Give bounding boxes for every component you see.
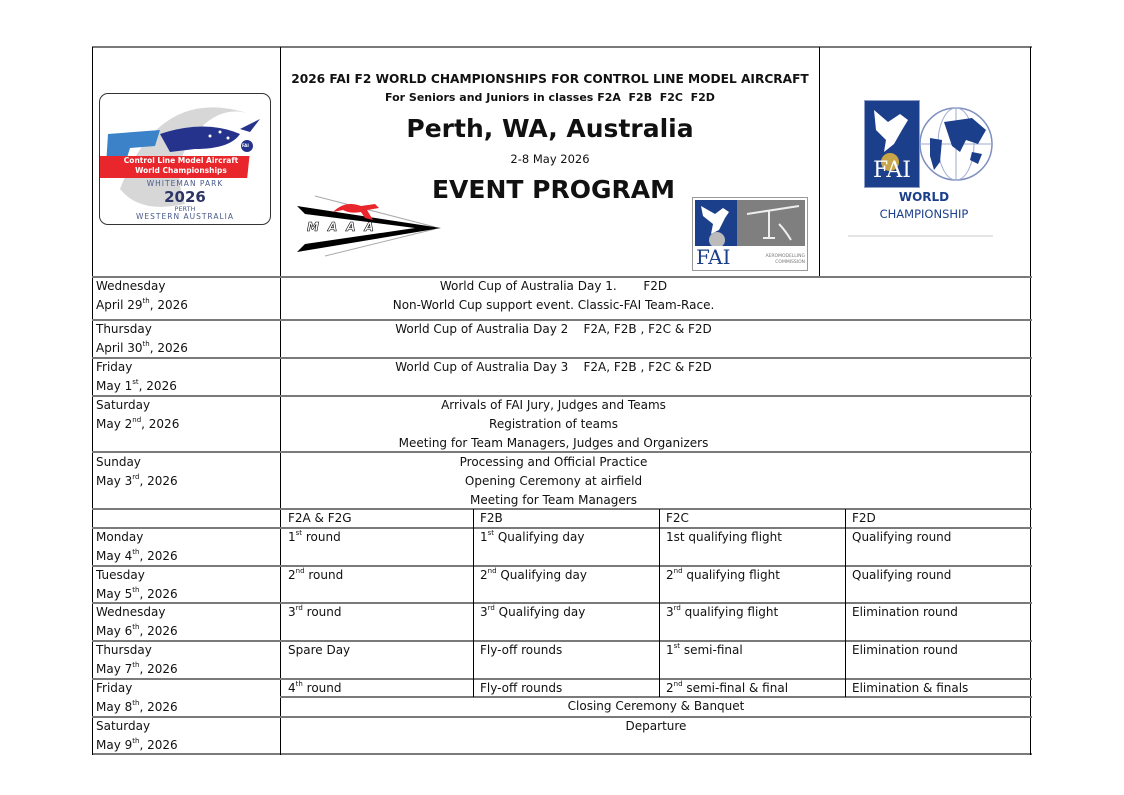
schedule-cell: Spare Day bbox=[288, 643, 351, 657]
logo-line2: World Championships bbox=[135, 166, 227, 175]
column-header-f2c: F2C bbox=[666, 511, 689, 525]
maaa-logo-text: MAAA bbox=[307, 220, 383, 234]
date-cell bbox=[96, 717, 178, 755]
divider-f2d bbox=[845, 509, 846, 697]
event-cell bbox=[281, 453, 826, 510]
day-name: Monday bbox=[96, 530, 144, 544]
divider-header-right bbox=[819, 47, 820, 277]
date-label: April 30th, 2026 bbox=[96, 340, 188, 355]
event-line: World Cup of Australia Day 3 F2A, F2B , F2C & F2D bbox=[395, 360, 712, 374]
event-line: Registration of teams bbox=[489, 417, 618, 431]
column-header-f2b: F2B bbox=[480, 511, 503, 525]
table-border-left bbox=[92, 47, 93, 755]
schedule-cell: Qualifying round bbox=[852, 530, 952, 544]
date-cell bbox=[96, 603, 178, 641]
date-cell bbox=[96, 320, 188, 358]
date-cell bbox=[96, 396, 179, 434]
event-cell bbox=[281, 320, 826, 339]
day-name: Saturday bbox=[96, 719, 151, 733]
fai-aero-text: FAI bbox=[696, 245, 731, 269]
date-label: May 9th, 2026 bbox=[96, 737, 178, 752]
schedule-cell: Elimination & finals bbox=[852, 681, 969, 695]
date-cell bbox=[96, 566, 178, 604]
date-cell bbox=[96, 277, 188, 315]
date-label: April 29th, 2026 bbox=[96, 297, 188, 312]
date-cell bbox=[96, 679, 178, 717]
date-cell bbox=[96, 528, 178, 566]
schedule-cell: 3rd Qualifying day bbox=[480, 604, 586, 619]
schedule-cell: 2nd Qualifying day bbox=[480, 567, 587, 582]
schedule-cell: Qualifying round bbox=[852, 568, 952, 582]
logo-line1: Control Line Model Aircraft bbox=[123, 156, 239, 165]
table-border-bottom bbox=[92, 753, 1032, 755]
day-name: Tuesday bbox=[96, 568, 145, 582]
day-name: Sunday bbox=[96, 455, 141, 469]
schedule-cell: 4th round bbox=[288, 680, 342, 695]
date-cell bbox=[96, 358, 177, 396]
event-line: Opening Ceremony at airfield bbox=[464, 474, 643, 488]
event-cell bbox=[281, 396, 826, 453]
table-border-right bbox=[1030, 47, 1031, 755]
event-line: Meeting for Team Managers, Judges and Organizers bbox=[398, 436, 709, 450]
program-title: EVENT PROGRAM bbox=[431, 175, 675, 204]
event-line: Arrivals of FAI Jury, Judges and Teams bbox=[441, 398, 666, 412]
day-name: Wednesday bbox=[96, 279, 166, 293]
fai-wc-caption2: CHAMPIONSHIP bbox=[879, 207, 969, 221]
event-line: Meeting for Team Managers bbox=[470, 493, 637, 507]
day-name: Thursday bbox=[96, 643, 152, 657]
fai-world-championship-logo bbox=[848, 100, 993, 238]
fai-aero-caption2: COMMISSION bbox=[775, 260, 805, 265]
schedule-cell: 1st Qualifying day bbox=[480, 529, 585, 544]
schedule-cell: Elimination round bbox=[852, 643, 958, 657]
schedule-cell: 2nd round bbox=[288, 567, 344, 582]
day-name: Thursday bbox=[96, 322, 152, 336]
closing-ceremony: Closing Ceremony & Banquet bbox=[567, 699, 745, 713]
logo-badge: FAI bbox=[242, 143, 249, 148]
event-dates: 2-8 May 2026 bbox=[510, 152, 590, 166]
schedule-cell: Fly-off rounds bbox=[480, 681, 563, 695]
day-name: Saturday bbox=[96, 398, 151, 412]
schedule-cell: 1st qualifying flight bbox=[666, 530, 782, 544]
logo-mark bbox=[166, 110, 167, 111]
date-cell bbox=[96, 453, 178, 491]
divider-f2b bbox=[473, 509, 474, 697]
event-line: World Cup of Australia Day 2 F2A, F2B , F2C & F2D bbox=[395, 322, 712, 336]
event-cell bbox=[281, 358, 826, 377]
day-name: Wednesday bbox=[96, 605, 166, 619]
schedule-cell: Fly-off rounds bbox=[480, 643, 563, 657]
fai-wc-text: FAI bbox=[873, 158, 911, 183]
day-name: Friday bbox=[96, 681, 133, 695]
event-line: Processing and Official Practice bbox=[459, 455, 648, 469]
date-label: May 1st, 2026 bbox=[96, 378, 177, 393]
schedule-cell: 3rd round bbox=[288, 604, 342, 619]
date-label: May 3rd, 2026 bbox=[96, 473, 178, 488]
event-title: 2026 FAI F2 WORLD CHAMPIONSHIPS FOR CONTROL LINE MODEL AIRCRAFT bbox=[291, 72, 809, 86]
championship-logo bbox=[99, 93, 271, 225]
schedule-cell: 1st round bbox=[288, 529, 341, 544]
date-cell bbox=[96, 641, 178, 679]
eagle-icon bbox=[695, 200, 805, 246]
event-line: Non-World Cup support event. Classic-FAI Team-Race. bbox=[392, 298, 715, 312]
date-label: May 5th, 2026 bbox=[96, 586, 178, 601]
schedule-cell: 2nd qualifying flight bbox=[666, 567, 780, 582]
logo-line4: 2026 bbox=[164, 188, 206, 206]
fai-wc-caption1: WORLD bbox=[898, 190, 950, 204]
logo-line6: WESTERN AUSTRALIA bbox=[136, 212, 234, 221]
logo-line5: PERTH bbox=[174, 205, 196, 213]
day-name: Friday bbox=[96, 360, 133, 374]
schedule-cell: Elimination round bbox=[852, 605, 958, 619]
date-label: May 2nd, 2026 bbox=[96, 416, 180, 431]
maaa-logo bbox=[295, 194, 445, 258]
fai-aero-caption1: AEROMODELLING bbox=[765, 254, 805, 259]
date-label: May 4th, 2026 bbox=[96, 548, 178, 563]
event-subtitle: For Seniors and Juniors in classes F2A F2B F2C F2D bbox=[385, 91, 715, 104]
fai-aeromodelling-logo bbox=[692, 197, 808, 271]
divider-f2c bbox=[659, 509, 660, 697]
event-cell bbox=[281, 277, 826, 315]
schedule-cell: 1st semi-final bbox=[666, 642, 743, 657]
logo-line3: WHITEMAN PARK bbox=[146, 179, 224, 188]
event-location: Perth, WA, Australia bbox=[406, 114, 694, 143]
schedule-cell: 2nd semi-final & final bbox=[666, 680, 789, 695]
schedule-cell: 3rd qualifying flight bbox=[666, 604, 779, 619]
date-label: May 8th, 2026 bbox=[96, 699, 178, 714]
table-border-top bbox=[92, 46, 1032, 48]
departure-cell: Departure bbox=[625, 719, 687, 733]
column-header-f2d: F2D bbox=[852, 511, 876, 525]
date-label: May 7th, 2026 bbox=[96, 661, 178, 676]
event-line: World Cup of Australia Day 1. F2D bbox=[439, 279, 668, 293]
date-label: May 6th, 2026 bbox=[96, 623, 178, 638]
column-header-f2a-f2g: F2A & F2G bbox=[288, 511, 352, 525]
